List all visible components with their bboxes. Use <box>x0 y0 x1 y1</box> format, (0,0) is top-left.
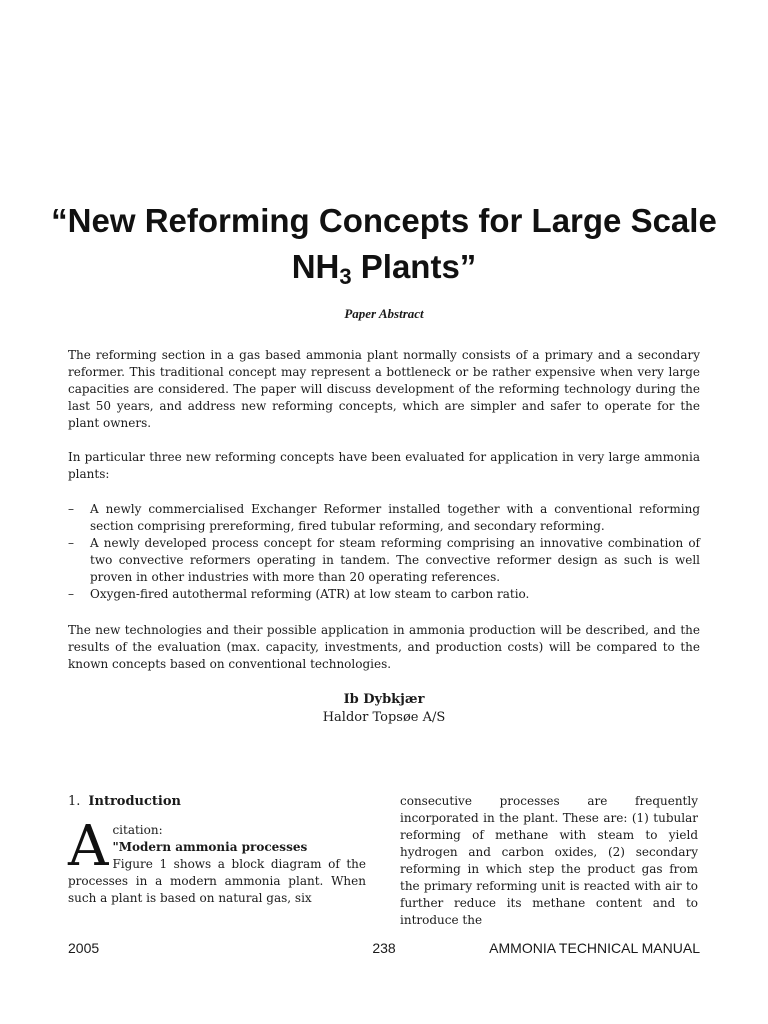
title-text-part1: “New Reforming Concepts for Large Scale NH <box>51 202 717 285</box>
intro-line1: citation: <box>112 823 163 837</box>
abstract-paragraph-1: The reforming section in a gas based ammonia plant normally consists of a primary and a secondary reformer. This traditional concept may represent a bottleneck or be rather expensive when very large capacities are considered. The paper will discuss development of the reforming technology during the last 50 years, and address new reforming concepts, which are simpler and safer to operate for the plant owners. <box>68 348 700 430</box>
list-item: – A newly commercialised Exchanger Reformer installed together with a conventional reforming section comprising prereforming, fired tubular reforming, and secondary reforming. <box>68 501 700 535</box>
author-name: Ib Dybkjær <box>343 692 425 707</box>
drop-cap: A <box>68 814 109 879</box>
abstract-label: Paper Abstract <box>344 306 424 321</box>
intro-bold-title: "Modern ammonia processes <box>112 840 308 854</box>
paper-title <box>40 198 728 290</box>
title-subscript: 3 <box>339 264 352 289</box>
abstract-closing-paragraph: The new technologies and their possible application in ammonia production will be described, and the results of the evaluation (max. capacity, investments, and production costs) will be compared to the known concepts based on conventional technologies. <box>68 623 700 671</box>
page-footer <box>68 940 700 958</box>
abstract-paragraph-2: In particular three new reforming concepts have been evaluated for application in very large ammonia plants: <box>68 450 700 481</box>
left-column <box>68 793 366 907</box>
list-item: – Oxygen-fired autothermal reforming (ATR) at low steam to carbon ratio. <box>68 586 700 603</box>
intro-rest: Figure 1 shows a block diagram of the processes in a modern ammonia plant. When such a plant is based on natural gas, six <box>68 857 366 905</box>
section-title: Introduction <box>88 794 181 809</box>
author-block <box>0 691 768 727</box>
footer-year: 2005 <box>68 940 100 956</box>
footer-page-number: 238 <box>372 940 396 956</box>
section-heading <box>68 793 366 810</box>
concept-list <box>68 501 700 603</box>
right-column <box>400 793 698 929</box>
section-number: 1. <box>68 794 81 809</box>
intro-paragraph <box>68 814 366 907</box>
title-text-part2: Plants” <box>351 248 477 285</box>
footer-publication: AMMONIA TECHNICAL MANUAL <box>489 940 700 956</box>
author-affiliation: Haldor Topsøe A/S <box>322 710 446 725</box>
right-column-text: consecutive processes are frequently incorporated in the plant. These are: (1) tubular reforming of methane with steam to yield hydrogen and carbon oxides, (2) secondary reforming in which step the product gas from the primary reforming unit is reacted with air to further reduce its methane content and to introduce the <box>400 794 698 927</box>
list-item: – A newly developed process concept for steam reforming comprising an innovative combination of two convective reformers operating in tandem. The convective reformer design as such is well proven in other industries with more than 20 operating references. <box>68 535 700 586</box>
